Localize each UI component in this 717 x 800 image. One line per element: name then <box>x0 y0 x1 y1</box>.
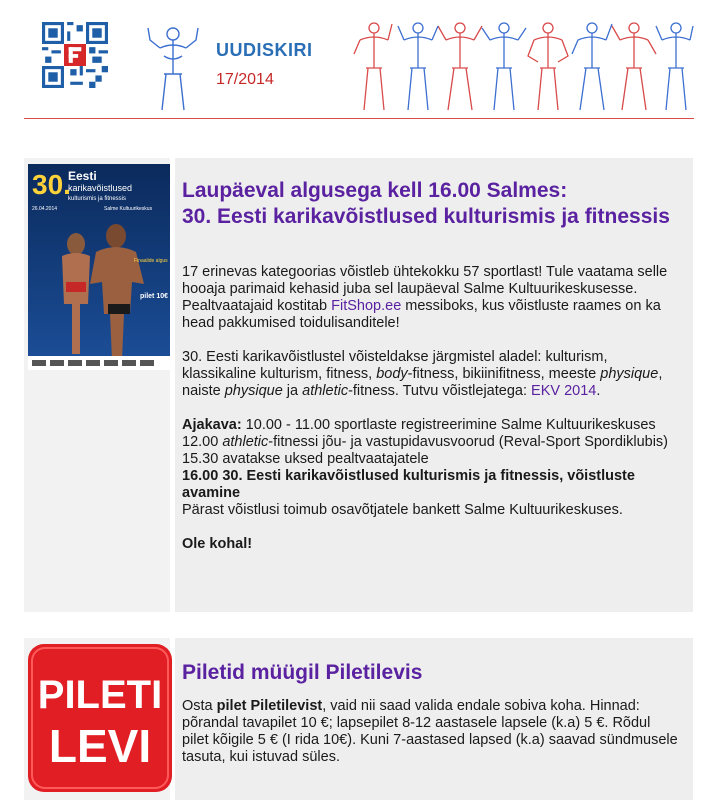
headline-line2: 30. Eesti karikavõistlused kulturismis ja fitnessis <box>182 205 670 228</box>
categories-text-end: . <box>596 383 601 399</box>
logo-line2: LEVI <box>48 720 152 772</box>
intro-paragraph <box>182 264 679 332</box>
categories-text: 30. Eesti karikavõistlustel võisteldakse järgmistel aladel: kulturism, klassikaline kulturism, fitness, <box>182 349 608 382</box>
svg-text:Finaalide algus: Finaalide algus <box>134 258 168 264</box>
poster-venue: Salme Kultuurikeskus <box>104 206 153 212</box>
intro-text: 17 erinevas kategoorias võistleb ühtekokku 57 sportlast! Tule vaatama selle hooaja parimaid kehasid juba sel laupäeval Salme Kultuurikeskusesse. Pealtvaatajaid kostitab <box>182 264 668 314</box>
newsletter-title: UUDISKIRI <box>216 40 313 60</box>
categories-text-3: , naiste <box>182 366 663 399</box>
poster-line3: kulturismis ja fitnessis <box>68 196 127 202</box>
article-thumbnail <box>24 638 170 800</box>
logo-line1: PILETI <box>37 673 163 717</box>
bodybuilder-figures-decoration <box>352 14 694 114</box>
poster-number: 30. <box>32 169 71 200</box>
poster-line1: Eesti <box>68 169 97 183</box>
categories-text-4: ja <box>282 383 303 399</box>
category-athletic: athletic <box>302 383 349 399</box>
schedule-item-1: 10.00 - 11.00 sportlaste registreerimine Salme Kultuurikeskuses <box>241 417 656 433</box>
poster-price: pilet 10€ <box>140 293 169 300</box>
tickets-text: Osta <box>182 698 217 714</box>
closing-line: Ole kohal! <box>182 536 253 552</box>
ekv-2014-link[interactable]: EKV 2014 <box>531 383 597 399</box>
issue-number: 17/2014 <box>216 71 274 88</box>
category-physique-women: physique <box>224 383 283 399</box>
intro-text-end: messiboks, kus võistluste raames on ka head pakkumised toidulisanditele! <box>182 298 661 331</box>
tickets-text-end: , vaid nii saad valida endale sobiva koha. Hinnad: põrandal tavapilet 10 €; lapsepilet 8-12 aastasele lapsele (k.a) 5 €. Rõdul pilet kõigile 5 € (I rida 10€). Kuni 7-aastased lapsed (k.a) saavad sündmusele tasuta, kui istuvad süles. <box>182 698 678 765</box>
article-tickets <box>24 638 693 800</box>
article-body <box>175 638 693 800</box>
schedule-item-2-em: athletic <box>222 434 269 450</box>
schedule-item-2: -fitnessi jõu- ja vastupidavusvoorud (Reval-Sport Spordiklubis) <box>268 434 669 450</box>
article-headline[interactable]: Piletid müügil Piletilevis <box>182 661 423 684</box>
tickets-paragraph <box>182 698 679 766</box>
poster-date: 26.04.2014 <box>32 206 58 212</box>
bodybuilder-figure-icon <box>142 18 204 112</box>
category-body: body <box>376 366 408 382</box>
categories-text-5: -fitness. Tutvu võistlejatega: <box>348 383 532 399</box>
category-physique-men: physique <box>600 366 659 382</box>
article-body <box>175 158 693 612</box>
schedule-block <box>182 417 679 519</box>
article-thumbnail <box>24 158 170 612</box>
headline-line1: Laupäeval algusega kell 16.00 Salmes: <box>182 179 568 202</box>
categories-paragraph <box>182 349 679 400</box>
qr-code-icon <box>42 22 108 88</box>
piletilevi-logo[interactable] <box>28 644 172 792</box>
schedule-label: Ajakava: <box>182 417 242 433</box>
categories-text-2: -fitness, bikiinifitness, meeste <box>407 366 601 382</box>
fitshop-link[interactable]: FitShop.ee <box>331 298 402 314</box>
article-headline[interactable] <box>182 178 679 230</box>
schedule-item-3: 15.30 avatakse uksed pealtvaatajatele <box>182 451 429 467</box>
tickets-emphasis: pilet Piletilevist <box>216 698 323 714</box>
event-poster-image[interactable] <box>28 164 170 370</box>
newsletter-header <box>24 0 694 119</box>
article-competition <box>24 158 693 612</box>
schedule-item-2-time: 12.00 <box>182 434 223 450</box>
poster-line2: karikavõistlused <box>68 183 133 193</box>
schedule-item-4: 16.00 30. Eesti karikavõistlused kulturismis ja fitnessis, võistluste avamine <box>182 468 635 501</box>
schedule-item-5: Pärast võistlusi toimub osavõtjatele bankett Salme Kultuurikeskuses. <box>182 502 623 518</box>
